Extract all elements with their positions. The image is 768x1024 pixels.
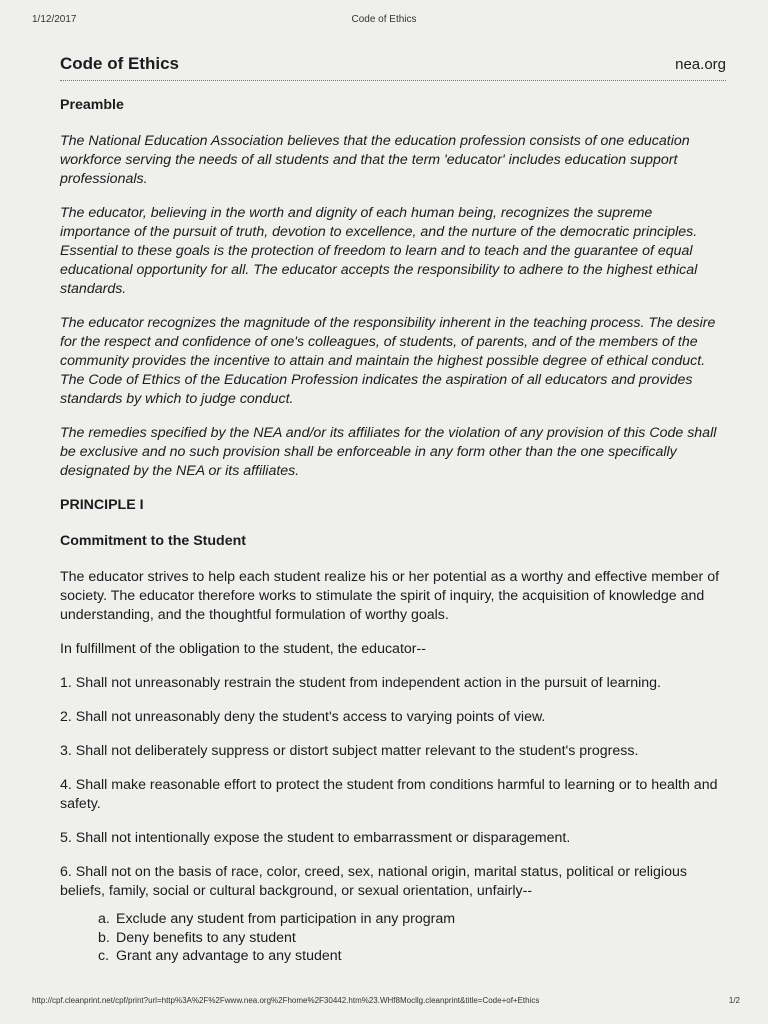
document-title: Code of Ethics [60,54,180,73]
footer-url: http://cpf.cleanprint.net/cpf/print?url=http%3A%2F%2Fwww.nea.org%2Fhome%2F30442.htm%23.WHf8Mocllg.cleanprint&title=Code+of+Ethics [32,996,540,1005]
print-footer [0,996,768,1010]
principle-subheading: Commitment to the Student [60,533,247,549]
duty-item: 5. Shall not intentionally expose the student to embarrassment or disparagement. [60,830,571,846]
principle-lead: In fulfillment of the obligation to the student, the educator-- [60,641,426,657]
document-body [60,96,726,966]
preamble-paragraph: The educator recognizes the magnitude of the responsibility inherent in the teaching process. The desire for the respect and confidence of one's colleagues, of students, of parents, and of the members of the community provides the incentive to attain and maintain the highest possible degree of ethical conduct. The Code of Ethics of the Education Profession indicates the aspiration of all educators and provides standards by which to judge conduct. [60,315,716,407]
sub-list-text: Exclude any student from participation in any program [116,911,456,927]
duties-list [60,674,726,901]
print-title: Code of Ethics [351,14,417,25]
duty-item: 4. Shall make reasonable effort to protect the student from conditions harmful to learning or to health and safety. [60,777,718,812]
sub-list-item [98,947,726,966]
principle-intro: The educator strives to help each student realize his or her potential as a worthy and effective member of society. The educator therefore works to stimulate the spirit of inquiry, the acquisition of knowledge and understanding, and the thoughtful formulation of worthy goals. [60,569,720,623]
print-date: 1/12/2017 [32,14,77,25]
preamble-paragraph: The educator, believing in the worth and dignity of each human being, recognizes the supreme importance of the pursuit of truth, devotion to excellence, and the nurture of the democratic principles. Essential to these goals is the protection of freedom to learn and to teach and the guarantee of equal educational opportunity for all. The educator accepts the responsibility to adhere to the highest ethical standards. [60,205,698,297]
sub-list [60,910,726,966]
preamble-paragraph: The remedies specified by the NEA and/or its affiliates for the violation of any provision of this Code shall be exclusive and no such provision shall be enforceable in any form other than the one specifically designated by the NEA or its affiliates. [60,425,717,479]
sub-list-item [98,910,726,929]
sub-list-text: Deny benefits to any student [116,929,296,946]
duty-item: 3. Shall not deliberately suppress or distort subject matter relevant to the student's progress. [60,743,639,759]
preamble-paragraph: The National Education Association believes that the education profession consists of one education workforce serving the needs of all students and that the term 'educator' includes education support professionals. [60,133,690,187]
preamble-heading: Preamble [60,97,124,113]
print-header [0,14,768,32]
page-number: 1/2 [728,996,740,1005]
sub-list-marker: b. [98,929,110,946]
principle-heading: PRINCIPLE I [60,497,144,513]
duty-item: 6. Shall not on the basis of race, color, creed, sex, national origin, marital status, political or religious beliefs, family, social or cultural background, or sexual orientation, unfairly-- [60,864,687,899]
sub-list-marker: a. [98,911,110,927]
sub-list-text: Grant any advantage to any student [116,948,342,964]
document-header [60,50,726,78]
duty-item: 1. Shall not unreasonably restrain the student from independent action in the pursuit of learning. [60,675,661,691]
site-name: nea.org [675,56,726,73]
sub-list-item [98,929,726,948]
duty-item: 2. Shall not unreasonably deny the student's access to varying points of view. [60,709,546,725]
header-divider [60,80,726,81]
sub-list-marker: c. [98,948,110,964]
